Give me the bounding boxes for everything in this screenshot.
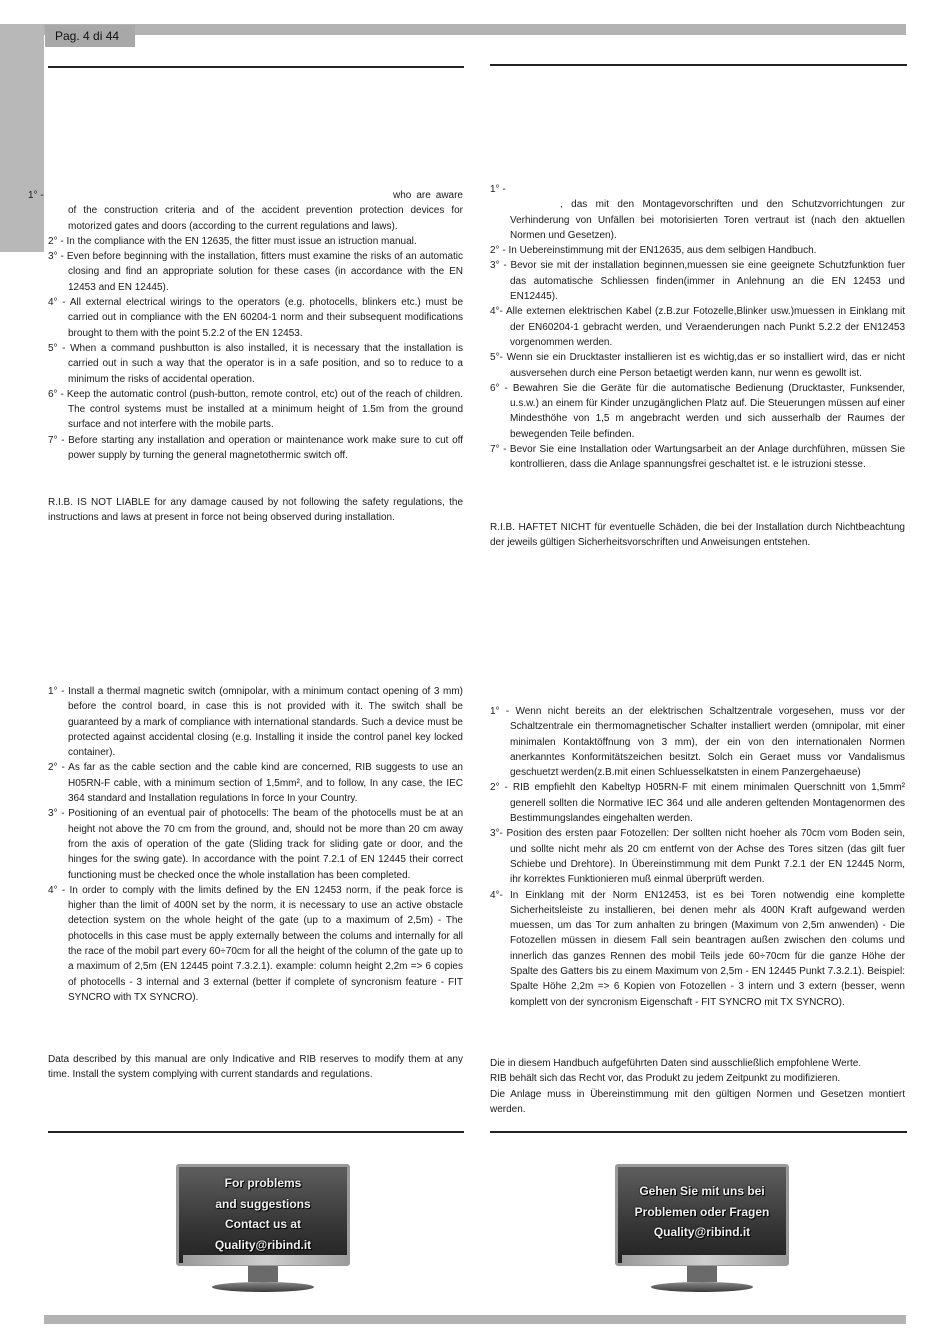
divider-de-bottom	[490, 1131, 907, 1133]
en-install-section	[48, 684, 463, 1005]
de-safety-list	[490, 182, 905, 473]
contact-email[interactable]: Quality@ribind.it	[214, 1237, 312, 1252]
list-item: 2° - In the compliance with the EN 12635, the fitter must issue an istruction manual.	[48, 235, 417, 247]
en-liability-text: R.I.B. IS NOT LIABLE for any damage caused by not following the safety regulations, the instructions and laws at present in force not being observed during installation.	[48, 497, 463, 524]
list-item: who are aware of the construction criteria and of the accident prevention protection devices for motorized gates and doors (according to the current regulations and laws).	[68, 190, 463, 232]
list-item: 4° - All external electrical wirings to the operators (e.g. photocells, blinkers etc.) must be carried out in compliance with the EN 60204-1 norm and their subsequent modifications brought to them with the point 5.2.2 of the EN 12453.	[48, 297, 464, 339]
monitor-screen	[615, 1164, 789, 1266]
de-disclaimer-section	[490, 1056, 905, 1117]
list-item: 7° - Before starting any installation and operation or maintenance work make sure to cut off power supply by turning the general magnetothermic switch off.	[48, 434, 464, 462]
monitor-base	[212, 1282, 314, 1292]
list-item: 6° - Bewahren Sie die Geräte für die automatische Bedienung (Drucktaster, Funksender, u.s.w.) an einem für Kinder unzugänglichen Platz auf. Die Steuerungen müssen auf einer Mindesthöhe von 1,5 m angebracht werden und sich ausserhalb der Raumes der bewegenden Teile befinden.	[490, 382, 906, 440]
side-tab	[0, 24, 44, 252]
divider-en-top	[48, 66, 464, 68]
en-safety-section	[48, 188, 463, 463]
de-install-list	[490, 704, 905, 1010]
list-item: 4° - In order to comply with the limits defined by the EN 12453 norm, if the peak force is higher than the limit of 400N set by the norm, it is necessary to use an active obstacle detection system on the whole height of the gate (up to a maximum of 2,5m) - The photocells in this case must be apply externally between the colums and internally for all the race of the mobil part every 60÷70cm for all the height of the column of the gate up to a maximum of 2,5m (EN 12445 point 7.3.2.1). example: column height 2,2m => 6 copies of photocells - 3 internal and 3 external (better if complete of syncronism feature - FIT SYNCRO with TX SYNCRO).	[48, 884, 464, 1003]
de-disclaimer-line: Die Anlage muss in Übereinstimmung mit den gültigen Normen und Gesetzen montiert werden.	[490, 1088, 905, 1115]
footer-bar	[44, 1315, 906, 1324]
en-disclaimer-text: Data described by this manual are only Indicative and RIB reserves to modify them at any time. Install the system complying with current standards and regulations.	[48, 1054, 463, 1081]
list-item: 5°- Wenn sie ein Drucktaster installieren ist es wichtig,das er so installiert wird, das er nicht ausversehen durch eine Person betaetigt werden kann, nur wenn es gewollt ist.	[490, 352, 905, 379]
list-item: 3° - Even before beginning with the installation, fitters must examine the risks of an automatic closing and find an appropriate solution for these cases (in accordance with the EN 12453 and EN 12445).	[48, 251, 463, 293]
contact-line: Gehen Sie mit uns bei	[639, 1184, 765, 1198]
list-item: 5° - When a command pushbutton is also installed, it is necessary that the installation is carried out in such a way that the operator is in a safe position, and so to reduce to a minimum the risks of accidental operation.	[48, 342, 463, 385]
en-contact-monitor	[176, 1164, 350, 1300]
contact-email[interactable]: Quality@ribind.it	[653, 1225, 751, 1239]
list-item: 4°- Alle externen elektrischen Kabel (z.B.zur Fotozelle,Blinker usw.)muessen in Einklang mit der EN60204-1 gebracht werden, und Veraenderungen nach Punkt 5.2.2 der EN12453 vorgenommen werden.	[490, 306, 905, 348]
list-item: 4°- In Einklang mit der Norm EN12453, ist es bei Toren notwendig eine komplette Sicherheitsleiste zu installieren, bei denen mehr als 400N Kraft aufgewand werden muessen, um das Tor zum anhalten zu bringen (Maximum von 2,5m anwenden) - Die Fotozellen müssen in diesem Fall sein beantragen außen zwischen den colums und innerlich das ganzes Rennen des mobil Teils jede 60÷70cm für die ganze Höhe der Spalte des Gatters bis zu einem Maximum von 2,5m - EN 12445 Punkt 7.3.2.1). Beispiel: Spalte Höhe 2,2m => 6 Kopien von Fotozellen - 3 intern und 3 extern (besser, wenn komplett von der syncronism Eigenschaft - FIT SYNCRO mit TX SYNCRO).	[490, 889, 905, 1008]
monitor-stand	[687, 1266, 717, 1282]
list-item: 3°- Position des ersten paar Fotozellen: Der sollten nicht hoeher als 70cm vom Boden sein, und sollte nicht mehr als 20 cm entfernt von der Achse des Tores sitzen (das gilt fuer Schiebe und Drehtore). In Übereinstimmung mit dem Punkt 7.2.1 der EN 12445 Norm, ihr korrektes Funktionieren muß einmal überprüft werden.	[490, 828, 905, 886]
list-item: 1° - Install a thermal magnetic switch (omnipolar, with a minimum contact opening of 3 mm) before the control board, in case this is not provided with it. The switch shall be guaranteed by a mark of compliance with international standards. Such a device must be protected against accidental closing (e.g. Installing it inside the control panel key locked container).	[48, 686, 463, 759]
monitor-stand	[248, 1266, 278, 1282]
list-item: 3° - Positioning of an eventual pair of photocells: The beam of the photocells must be at an height not above the 70 cm from the ground, and, should not be more than 20 cm away from the axis of operation of the gate (Sliding track for sliding gate or door, and the hinges for the swing gate). In accordance with the point 7.2.1 of EN 12445 their correct functioning must be checked once the whole installation has been completed.	[48, 808, 464, 881]
contact-line: Contact us at	[224, 1217, 301, 1231]
list-item: 6° - Keep the automatic control (push-button, remote control, etc) out of the reach of children. The control systems must be installed at a minimum height of 1.5m from the ground surface and not interfere with the mobile parts.	[48, 388, 463, 431]
de-disclaimer-line: RIB behält sich das Recht vor, das Produkt zu jedem Zeitpunkt zu modifizieren.	[490, 1073, 841, 1085]
en-install-list	[48, 684, 463, 1005]
monitor-base	[651, 1282, 753, 1292]
monitor-bezel	[622, 1255, 788, 1265]
en-safety-list	[48, 188, 463, 463]
de-liability-text: R.I.B. HAFTET NICHT für eventuelle Schäden, die bei der Installation durch Nichtbeachtung der jeweils gültigen Sicherheitsvorschriften und Anweisungen entstehen.	[490, 522, 905, 549]
de-disclaimer-line: Die in diesem Handbuch aufgeführten Daten sind ausschließlich empfohlene Werte.	[490, 1058, 862, 1069]
divider-en-bottom	[48, 1131, 464, 1133]
de-contact-monitor	[615, 1164, 789, 1300]
de-safety-section	[490, 182, 905, 473]
list-item: 3° - Bevor sie mit der installation beginnen,muessen sie eine geeignete Schutzfunktion fuer das automatische Schliessen finden(immer in Anlehnung an die EN 12453 und EN12445).	[490, 260, 906, 303]
contact-line: For problems	[224, 1176, 302, 1190]
list-item: 2° - In Uebereinstimmung mit der EN12635, aus dem selbigen Handbuch.	[490, 245, 817, 257]
monitor-bezel	[183, 1255, 349, 1265]
list-item: 2° - As far as the cable section and the cable kind are concerned, RIB suggests to use an H05RN-F cable, with a minimum section of 1,5mm², and to follow, In any case, the IEC 364 standard and Installation regulations In force In your Country.	[48, 762, 463, 805]
contact-line: and suggestions	[215, 1196, 311, 1211]
divider-de-top	[490, 64, 907, 66]
header-bar	[44, 24, 906, 35]
list-item: 7° - Bevor Sie eine Installation oder Wartungsarbeit an der Anlage durchführen, müssen Sie kontrollieren, dass die Anlage spannungsfrei geschaltet ist. e le istruzioni stesse.	[490, 444, 906, 471]
list-item: 1° - Wenn nicht bereits an der elektrischen Schaltzentrale vorgesehen, muss vor der Schaltzentrale ein thermomagnetischer Schalter installiert werden (omnipolar, mit einer minimalen Kontaktöffnung von 3 mm), der ein von den internationalen Normen anerkanntes Konformitätszeichen besitzt. Solch ein Geraet muss vor Vandalismus geschuetzt werden(z.B.mit einen Schluesselkatsten in einem Panzergehaeuse)	[490, 706, 906, 779]
list-item: 2° - RIB empfiehlt den Kabeltyp H05RN-F mit einem minimalen Querschnitt von 1,5mm² generell sollten die Normative IEC 364 und alle anderen geltenden Montagenormen des Bestimmungslandes eingehalten werden.	[490, 782, 905, 825]
de-install-section	[490, 704, 905, 1010]
monitor-screen	[176, 1164, 350, 1266]
contact-line: Problemen oder Fragen	[634, 1204, 770, 1219]
list-item: 1° - , das mit den Montagevorschriften und den Schutzvorrichtungen zur Verhinderung von Unfällen bei motorisierten Toren vertraut ist (nach den aktuellen Normen und Gesetzen).	[490, 184, 905, 241]
page-number-label: Pag. 4 di 44	[45, 25, 135, 47]
